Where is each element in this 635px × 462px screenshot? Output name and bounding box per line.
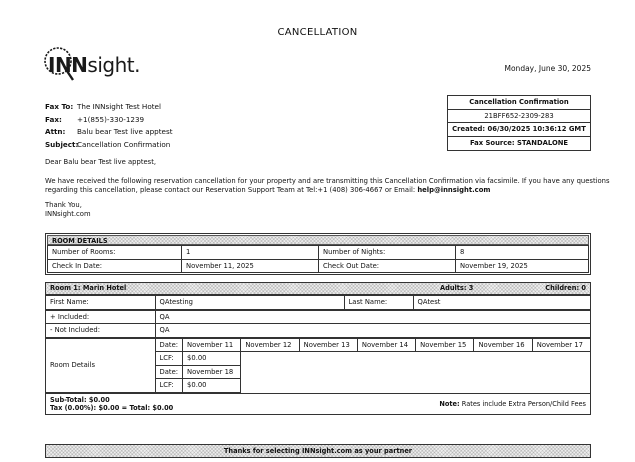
last-name-value: QAtest: [413, 296, 590, 310]
greeting: Dear Balu bear Test live apptest,: [45, 158, 157, 166]
confirmation-number: 21BFF652-2309-283: [448, 110, 590, 124]
date-label: Date:: [155, 365, 183, 379]
rates-note: Note: Rates include Extra Person/Child Fees: [439, 399, 586, 408]
attn-label: Attn:: [45, 127, 66, 136]
checkin-value: November 11, 2025: [182, 259, 319, 273]
last-name-label: Last Name:: [344, 296, 413, 310]
room-details-header: ROOM DETAILS: [47, 235, 589, 245]
rooms-value: 1: [182, 246, 319, 260]
document-title: CANCELLATION: [277, 27, 358, 38]
first-name-label: First Name:: [46, 296, 155, 310]
included-label: + Included:: [46, 310, 155, 324]
room-header: [46, 283, 590, 295]
lcf-value: $0.00: [183, 379, 241, 393]
support-email[interactable]: help@innsight.com: [417, 185, 491, 194]
date-cell: November 11: [183, 338, 241, 352]
nightly-rates-table: [46, 338, 590, 393]
letter-body: We have received the following reservation cancellation for your property and are transmitting this Cancellation Confirmation via facsimile. If you have any questions regarding this cancellation, please contact our Reservation Support Team at Tel:+1 (408) 306-4667 or Email: help@innsight.com: [45, 177, 610, 194]
room-details-section: [45, 233, 591, 275]
fax-number-value: +1(855)-330-1239: [77, 114, 145, 124]
lcf-label: LCF:: [155, 379, 183, 393]
date-cell: November 15: [416, 338, 474, 352]
fax-to-value: The INNsight Test Hotel: [77, 102, 161, 111]
confirmation-box: [447, 95, 591, 151]
room-table: [46, 295, 590, 310]
date-cell: November 17: [532, 338, 590, 352]
room-section: [45, 282, 591, 415]
confirmation-title: Cancellation Confirmation: [448, 96, 590, 110]
rooms-label: Number of Rooms:: [48, 246, 182, 260]
nights-value: 8: [456, 246, 589, 260]
checkout-label: Check Out Date:: [319, 259, 456, 273]
date-cell: November 16: [474, 338, 532, 352]
innsight-logo: INNsight.: [44, 46, 164, 86]
included-value: QA: [155, 310, 590, 324]
subject-label: Subject:: [45, 139, 79, 149]
checkin-label: Check In Date:: [48, 259, 182, 273]
room-details-table: [47, 245, 589, 273]
room-totals: [46, 393, 590, 414]
first-name-value: QAtesting: [155, 296, 344, 310]
lcf-value: $0.00: [183, 352, 241, 366]
document-date: Monday, June 30, 2025: [504, 64, 591, 73]
fax-number-label: Fax:: [45, 114, 62, 124]
not-included-label: - Not Included:: [46, 324, 155, 338]
children-count: Children: 0: [545, 284, 586, 292]
nights-label: Number of Nights:: [319, 246, 456, 260]
room-title: Room 1: Marin Hotel: [50, 284, 127, 292]
date-cell: November 13: [299, 338, 357, 352]
date-cell: November 18: [183, 365, 241, 379]
subject-value: Cancellation Confirmation: [77, 139, 171, 149]
subtotal: Sub-Total: $0.00: [50, 395, 110, 404]
confirmation-created: Created: 06/30/2025 10:36:12 GMT: [448, 123, 590, 137]
fax-info: [45, 101, 173, 151]
date-cell: November 12: [241, 338, 299, 352]
date-cell: November 14: [357, 338, 415, 352]
footer-banner: Thanks for selecting INNsight.com as your partner: [45, 444, 591, 458]
attn-value: Balu bear Test live apptest: [77, 127, 173, 136]
date-label: Date:: [155, 338, 183, 352]
fax-source: Fax Source: STANDALONE: [469, 138, 569, 147]
adults-count: Adults: 3: [440, 284, 474, 292]
room-details-label: Room Details: [46, 338, 155, 392]
fax-to-label: Fax To:: [45, 102, 74, 111]
tax-total: Tax (0.00%): $0.00 = Total: $0.00: [50, 404, 174, 412]
not-included-value: QA: [155, 324, 590, 338]
checkout-value: November 19, 2025: [456, 259, 589, 273]
lcf-label: LCF:: [155, 352, 183, 366]
closing: Thank You, INNsight.com: [45, 201, 91, 218]
